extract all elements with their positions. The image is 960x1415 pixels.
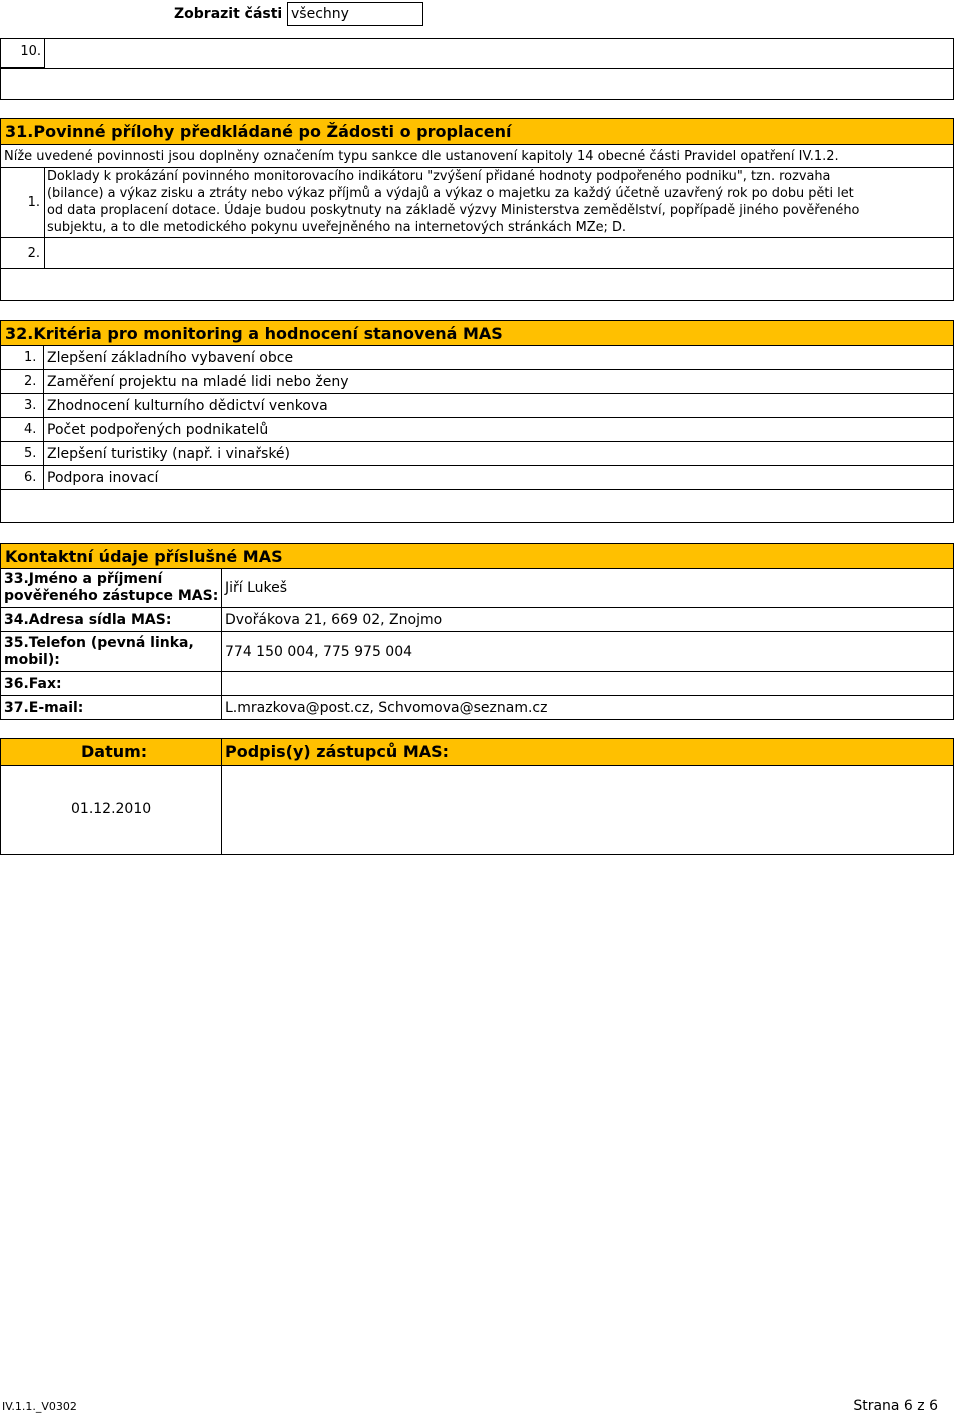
section-32-item-6-number: 6. [24, 470, 37, 485]
section-32-item-1-text: Zlepšení základního vybavení obce [47, 350, 294, 366]
section-31-item-1-line-4: subjektu, a to dle metodického pokynu uveřejněného na internetových stránkách MZe; D. [47, 220, 627, 235]
show-parts-label: Zobrazit části [174, 6, 283, 22]
section-31-item-1-line-3: od data proplacení dotace. Údaje budou poskytnuty na základě výzvy Ministerstva zemědělství, popřípadě jiného pověřeného [47, 203, 860, 218]
section-32-item-6-text: Podpora inovací [47, 470, 159, 486]
signature-area[interactable] [222, 766, 953, 854]
contact-header [0, 543, 954, 569]
contact-title: Kontaktní údaje příslušné MAS [5, 547, 283, 566]
section-32-item-3-number: 3. [24, 398, 37, 413]
section-10-row-line [0, 68, 954, 69]
contact-row-1-label-line-2: pověřeného zástupce MAS: [4, 588, 219, 604]
section-32-item-3-text: Zhodnocení kulturního dědictví venkova [47, 398, 328, 414]
section-31-item-2-number-cell [0, 238, 45, 269]
contact-row-5-value: L.mrazkova@post.cz, Schvomova@seznam.cz [225, 700, 548, 716]
section-32-title: 32.Kritéria pro monitoring a hodnocení stanovená MAS [5, 324, 503, 343]
section-32-item-5-text: Zlepšení turistiky (např. i vinařské) [47, 446, 290, 462]
section-31-note: Níže uvedené povinnosti jsou doplněny označením typu sankce dle ustanovení kapitoly 14 obecné části Pravidel opatření IV.1.2. [4, 149, 839, 164]
footer-code: IV.1.1._V0302 [2, 1400, 77, 1413]
contact-row-3-label-line-2: mobil): [4, 652, 60, 668]
section-31-title: 31.Povinné přílohy předkládané po Žádosti o proplacení [5, 122, 512, 141]
section-31-item-1-number: 1. [27, 195, 40, 210]
section-31-item-2-row [0, 238, 954, 269]
section-32-item-4-text: Počet podpořených podnikatelů [47, 422, 269, 438]
section-31-item-1-number-cell [0, 167, 45, 238]
section-10-number: 10. [20, 44, 41, 59]
contact-row-5-label: 37.E-mail: [4, 700, 84, 716]
section-32-item-1-number: 1. [24, 350, 37, 365]
section-31-header [0, 118, 954, 145]
section-31-item-2-number: 2. [27, 246, 40, 261]
section-31-item-1-line-2: (bilance) a výkaz zisku a ztráty nebo výkaz příjmů a výdajů a výkaz o majetku za každý účetně uzavřený rok po dobu pěti let [47, 186, 854, 201]
footer-page: Strana 6 z 6 [853, 1398, 938, 1414]
contact-row-2-value: Dvořákova 21, 669 02, Znojmo [225, 612, 443, 628]
date-value: 01.12.2010 [71, 801, 152, 817]
show-parts-value: všechny [291, 6, 349, 22]
contact-row-4-label: 36.Fax: [4, 676, 62, 692]
section-32-item-5-number: 5. [24, 446, 37, 461]
section-32-header [0, 320, 954, 346]
contact-row-4 [0, 672, 954, 696]
section-31-item-1-line-1: Doklady k prokázání povinného monitorovacího indikátoru "zvýšení přidané hodnoty podpořeného podniku", tzn. rozvaha [47, 169, 831, 184]
contact-row-1-value: Jiří Lukeš [225, 580, 288, 596]
section-10-number-cell [0, 38, 45, 68]
date-label: Datum: [81, 742, 148, 761]
section-10-value-cell[interactable] [45, 39, 953, 68]
contact-row-2-label: 34.Adresa sídla MAS: [4, 612, 172, 628]
section-32-item-4-number: 4. [24, 422, 37, 437]
section-32-item-2-text: Zaměření projektu na mladé lidi nebo ženy [47, 374, 349, 390]
section-32-item-2-number: 2. [24, 374, 37, 389]
signature-label: Podpis(y) zástupců MAS: [225, 742, 450, 761]
contact-row-1-label-line-1: 33.Jméno a příjmení [4, 571, 163, 587]
contact-row-3-value: 774 150 004, 775 975 004 [225, 644, 413, 660]
contact-row-3-label-line-1: 35.Telefon (pevná linka, [4, 635, 194, 651]
show-parts-field[interactable] [287, 2, 423, 26]
